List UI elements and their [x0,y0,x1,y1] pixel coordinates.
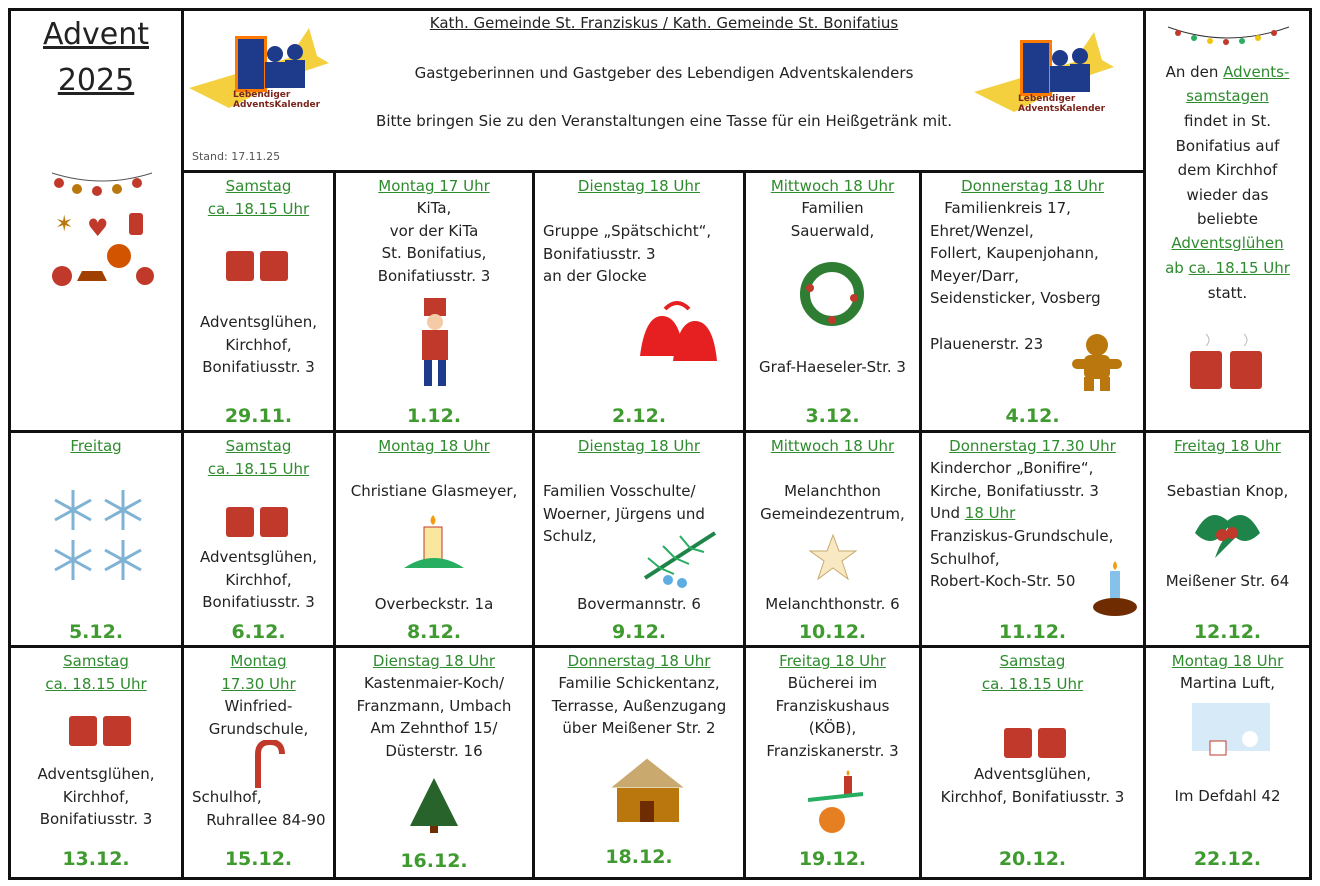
day-body: Familienkreis 17, Ehret/Wenzel, Follert, Kaupenjohann, Meyer/Darr, Seidensticker, Vosberg [930,199,1101,307]
day-cell-1312 [11,648,181,877]
day-body: Kinderchor „Bonifire“, Kirche, Bonifatiusstr. 3 [930,459,1099,500]
day-address: Plauenerstr. 23 [930,335,1044,353]
day-date: 20.12. [998,848,1067,870]
grid-line [1309,8,1312,880]
logo-text: Lebendiger AdventsKalender [233,90,321,110]
day-date: 10.12. [798,621,867,643]
day-body: Familien Sauerwald, [790,199,875,240]
day-address: Bovermannstr. 6 [577,595,701,613]
day-header: Montag 18 Uhr [378,437,490,455]
star-icon [808,533,858,583]
fir-branch-icon [640,528,720,588]
day-cell-1912 [746,648,919,877]
gingerbread-icon [1072,333,1122,393]
day-cell-1812 [535,648,743,877]
ornaments-icon [47,161,157,296]
day-body: Adventsglühen, Kirchhof, Bonifatiusstr. 3 [940,765,1125,806]
gingerbread-house-icon [605,753,690,825]
day-date: 8.12. [406,621,462,643]
day-cell-0312 [746,173,919,430]
ornament-candle-icon [808,770,863,835]
fairy-lights-icon [1166,19,1291,49]
day-header: Samstag ca. 18.15 Uhr [981,652,1084,693]
adventskalender-logo-right [974,22,1114,117]
day-date: 29.11. [224,405,293,427]
candy-cane-icon [250,740,286,790]
mugs-icon [224,233,294,283]
mugs-icon [1002,718,1072,763]
day-date: 3.12. [805,405,860,427]
snowflakes-icon [51,488,146,583]
day-body: Martina Luft, [1179,674,1276,692]
day-cell-0812 [336,433,532,645]
day-header: Dienstag 18 Uhr [577,177,701,195]
mugs-icon [67,706,137,751]
day-address: Meißener Str. 64 [1165,572,1290,590]
stand-date: Stand: 17.11.25 [192,150,281,163]
day-header: Freitag [70,437,122,455]
day-body: Kastenmaier-Koch/ Franzmann, Umbach Am Zehnthof 15/ Düsterstr. 16 [356,674,512,760]
day-address: Im Defdahl 42 [1174,787,1281,805]
day-cell-1512 [184,648,333,877]
day-body: Adventsglühen, Kirchhof, Bonifatiusstr. 3 [199,313,318,376]
christmas-tree-icon [408,776,460,834]
day-date: 1.12. [406,405,462,427]
day-date: 5.12. [68,621,124,643]
day-address: Overbeckstr. 1a [374,595,494,613]
info-text: An den Advents- [1165,63,1290,81]
day-body-2: Franziskus-Grundschule, Schulhof, Robert-Koch-Str. 50 [930,527,1114,590]
people-icon [263,44,313,89]
mugs-icon [224,495,294,540]
day-date: 12.12. [1193,621,1262,643]
day-cell-0212 [535,173,743,430]
day-date: 2.12. [611,405,667,427]
logo-text: Lebendiger AdventsKalender [1018,94,1106,114]
day-header: Donnerstag 18 Uhr [567,652,711,670]
day-header: Montag 17.30 Uhr [221,652,296,693]
candle-icon [404,513,464,575]
nutcracker-icon [416,298,454,388]
info-sidebar [1146,11,1309,430]
day-body: Sebastian Knop, [1166,482,1289,500]
day-date: 16.12. [400,850,468,872]
day-body: Familien Vosschulte/ Woerner, Jürgens und Schulz, [543,482,705,545]
day-date: 9.12. [611,621,667,643]
day-body-und: Und 18 Uhr [930,504,1016,522]
adventskalender-logo-left [189,18,329,113]
info-time: ab ca. 18.15 Uhr [1165,259,1290,277]
svg-text:✶: ✶ [55,212,74,237]
day-date: 4.12. [1005,405,1060,427]
day-header: Dienstag 18 Uhr [372,652,496,670]
title-year: 2025 [57,63,135,98]
people-icon [1048,48,1098,93]
day-date: 6.12. [231,621,286,643]
day-cell-1212 [1146,433,1309,645]
day-date: 15.12. [224,848,293,870]
day-body: Familie Schickentanz, Terrasse, Außenzugang über Meißener Str. 2 [551,674,727,737]
day-cell-0412 [922,173,1143,430]
day-header: Mittwoch 18 Uhr [770,177,895,195]
day-body: Gruppe „Spätschicht“, Bonifatiusstr. 3 an der Glocke [543,222,712,285]
advent-candle-icon [1090,561,1140,619]
day-body: Adventsglühen, Kirchhof, Bonifatiusstr. 3 [37,765,155,828]
day-body: Bücherei im Franziskushaus (KÖB), Franziskanerstr. 3 [766,674,899,760]
day-header: Samstag ca. 18.15 Uhr [207,437,310,478]
day-address: Schulhof, Ruhrallee 84-90 [192,788,326,829]
info-statt: statt. [1207,284,1248,302]
day-cell-1112 [922,433,1143,645]
day-body: Christiane Glasmeyer, [350,482,518,500]
day-date: 22.12. [1193,848,1262,870]
day-cell-1612 [336,648,532,877]
day-header: Donnerstag 18 Uhr [961,177,1104,195]
day-body: Adventsglühen, Kirchhof, Bonifatiusstr. 3 [199,548,318,611]
info-text-2: findet in St. Bonifatius auf dem Kirchhof wieder das beliebte [1175,112,1280,228]
bells-icon [635,301,720,366]
day-header: Mittwoch 18 Uhr [770,437,895,455]
day-cell-0112 [336,173,532,430]
title-advent: Advent [42,17,150,52]
title-cell [11,11,181,430]
day-date: 13.12. [62,848,130,870]
day-address: Melanchthonstr. 6 [765,595,900,613]
day-header: Montag 17 Uhr [378,177,490,195]
svg-text:♥: ♥ [87,214,109,242]
day-body: Winfried- Grundschule, [208,697,309,738]
winter-scene-icon [1192,703,1270,771]
day-date: 19.12. [798,848,867,870]
header-subtitle: Gastgeberinnen und Gastgeber des Lebendigen Adventskalenders [414,64,914,82]
day-cell-1012 [746,433,919,645]
info-link-samstagen: samstagen [1186,87,1269,105]
day-header: Dienstag 18 Uhr [577,437,701,455]
day-cell-0912 [535,433,743,645]
day-date: 18.12. [605,846,673,868]
holly-icon [1190,503,1265,563]
day-cell-0512 [11,433,181,645]
day-header: Donnerstag 17.30 Uhr [949,437,1116,455]
parishes-heading: Kath. Gemeinde St. Franziskus / Kath. Gemeinde St. Bonifatius [429,14,899,32]
wreath-icon [796,258,868,330]
day-header: Freitag 18 Uhr [1174,437,1281,455]
day-header: Freitag 18 Uhr [779,652,886,670]
day-address: Graf-Haeseler-Str. 3 [759,358,906,376]
day-date: 11.12. [998,621,1067,643]
header-note: Bitte bringen Sie zu den Veranstaltungen eine Tasse für ein Heißgetränk mit. [376,112,952,130]
day-cell-2911 [184,173,333,430]
day-cell-2212 [1146,648,1309,877]
day-body: KiTa, vor der KiTa St. Bonifatius, Bonifatiusstr. 3 [377,199,491,285]
day-cell-0612 [184,433,333,645]
header-banner [184,10,1144,170]
day-header: Samstag ca. 18.15 Uhr [45,652,147,693]
day-header: Samstag ca. 18.15 Uhr [207,177,310,218]
day-body: Melanchthon Gemeindezentrum, [760,482,905,523]
grid-line [8,877,1312,880]
day-cell-2012 [922,648,1143,877]
day-header: Montag 18 Uhr [1171,652,1284,670]
mugs-icon [1188,329,1268,393]
info-link-adventsgluehen: Adventsglühen [1171,234,1284,252]
